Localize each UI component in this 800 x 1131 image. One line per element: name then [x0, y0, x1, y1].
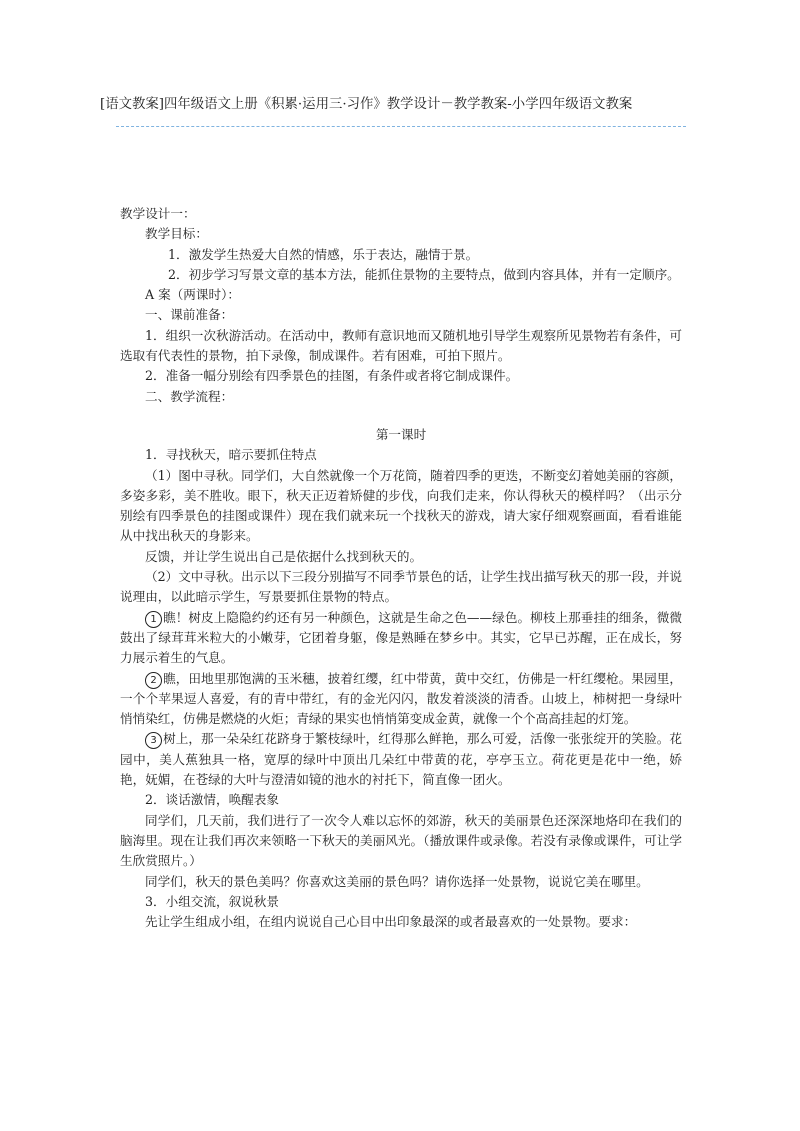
- paragraph: 一、课前准备：: [145, 307, 234, 323]
- paragraph: 同学们，秋天的景色美吗？你喜欢这美丽的景色吗？请你选择一处景物，说说它美在哪里。: [145, 873, 649, 889]
- circled-number: 2: [145, 672, 162, 689]
- paragraph-with-marker: [120, 729, 682, 790]
- paragraph: A 案（两课时）：: [145, 287, 240, 303]
- paragraph: 2．谈话激情，唤醒表象: [145, 792, 279, 808]
- paragraph-with-marker: [120, 669, 682, 730]
- paragraph: 2．准备一幅分别绘有四季景色的挂图，有条件或者将它制成课件。: [145, 368, 519, 384]
- paragraph: 教学设计一：: [120, 206, 196, 221]
- paragraph: 2．初步学习写景文章的基本方法，能抓住景物的主要特点，做到内容具体，并有一定顺序。: [168, 266, 680, 282]
- paragraph: 同学们，几天前，我们进行了一次令人难以忘怀的郊游，秋天的美丽景色还深深地烙印在我们的脑海里。现在让我们再次来领略一下秋天的美丽风光。（播放课件或录像。若没有录像或课件，可让学生欣赏照片。）: [120, 812, 682, 869]
- circled-number: 1: [145, 611, 162, 628]
- paragraph: 二、教学流程：: [145, 388, 234, 404]
- paragraph: 1．寻找秋天，暗示要抓住特点: [145, 447, 317, 463]
- paragraph: （1）图中寻秋。同学们，大自然就像一个万花筒，随着四季的更迭，不断变幻着她美丽的容颜，多姿多彩，美不胜收。眼下，秋天正迈着矫健的步伐，向我们走来，你认得秋天的模样吗？（出示分别绘有四季景色的挂图或课件）现在我们就来玩一个找秋天的游戏，请大家仔细观察画面，看看谁能从中找出秋天的身影来。: [120, 467, 682, 544]
- paragraph: 教学目标：: [145, 226, 208, 242]
- paragraph: 1．激发学生热爱大自然的情感，乐于表达，融情于景。: [168, 246, 479, 262]
- paragraph-text: 瞧！树皮上隐隐约约还有另一种颜色，这就是生命之色——绿色。柳枝上那垂挂的细条，微微鼓出了绿茸茸米粒大的小嫩芽，它团着身躯，像是熟睡在梦乡中。其实，它早已苏醒，正在成长，努力展示着生的气息。: [120, 609, 682, 666]
- circled-number: 3: [145, 732, 162, 749]
- section-heading: 第一课时: [375, 426, 427, 442]
- paragraph: 3．小组交流，叙说秋景: [145, 893, 279, 909]
- document-title: [语文教案]四年级语文上册《积累·运用三·习作》教学设计－教学教案-小学四年级语文教案: [100, 97, 633, 112]
- paragraph: 反馈，并让学生说出自己是依据什么找到秋天的。: [145, 548, 423, 564]
- paragraph: （2）文中寻秋。出示以下三段分别描写不同季节景色的话，让学生找出描写秋天的那一段，并说说理由，以此暗示学生，写景要抓住景物的特点。: [120, 569, 682, 605]
- document-body: [120, 204, 682, 932]
- paragraph: 1．组织一次秋游活动。在活动中，教师有意识地而又随机地引导学生观察所见景物若有条件，可选取有代表性的景物，拍下录像，制成课件。若有困难，可拍下照片。: [120, 327, 682, 364]
- paragraph: 先让学生组成小组，在组内说说自己心目中出印象最深的或者最喜欢的一处景物。要求：: [145, 914, 637, 930]
- paragraph-with-marker: [120, 608, 682, 669]
- title-dashed-rule: [116, 126, 686, 127]
- paragraph-text: 树上，那一朵朵红花跻身于繁枝绿叶，红得那么鲜艳，那么可爱，活像一张张绽开的笑脸。花园中，美人蕉独具一格，宽厚的绿叶中顶出几朵红中带黄的花，亭亭玉立。荷花更是花中一绝，娇艳，妩媚，在苍绿的大叶与澄清如镜的池水的衬托下，简直像一团火。: [120, 731, 682, 788]
- paragraph-text: 瞧，田地里那饱满的玉米穗，披着红缨，红中带黄，黄中交红，仿佛是一杆红缨枪。果园里，一个个苹果逗人喜爱，有的青中带红，有的金光闪闪，散发着淡淡的清香。山坡上，柿树把一身绿叶悄悄染红，仿佛是燃烧的火炬；青绿的果实也悄悄第变成金黄，就像一个个高高挂起的灯笼。: [120, 670, 682, 727]
